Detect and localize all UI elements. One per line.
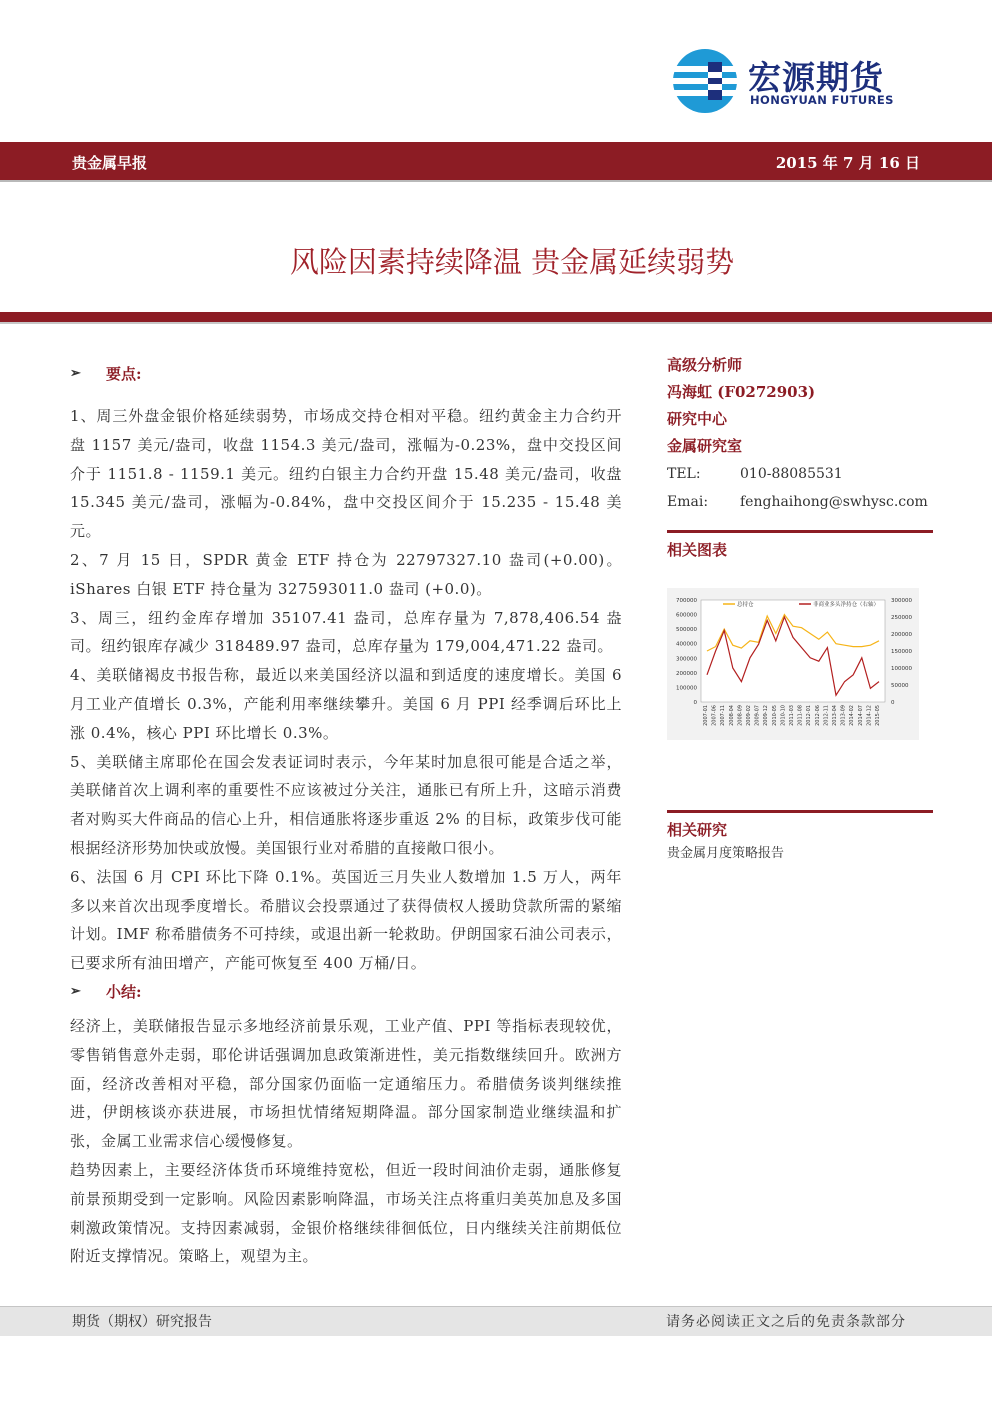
left-tick-label: 0: [693, 700, 697, 706]
x-tick-label: 2012-11: [823, 705, 830, 726]
legend-label: 非商业多头净持仓（右轴）: [813, 602, 880, 608]
key-point-paragraph: 4、美联储褐皮书报告称，最近以来美国经济以温和到适度的速度增长。美国 6 月工业产值增长 0.3%，产能利用率继续攀升。美国 6 月 PPI 经季调后环比上涨 0.4%，核心 PPI 环比增长 0.3%。: [70, 666, 622, 742]
key-point-paragraph: 5、美联储主席耶伦在国会发表证词时表示，今年某时加息很可能是合适之举，美联储首次上调利率的重要性不应该被过分关注，通胀已有所上升，这暗示消费者对购买大件商品的信心上升，相信通胀将逐步重返 2% 的目标，政策步伐可能根据经济形势加快或放慢。美国银行业对希腊的直接敞口很小。: [70, 752, 622, 857]
analyst-email-row: [667, 488, 933, 516]
analyst-role: 高级分析师: [667, 356, 743, 374]
legend-label: 总持仓: [737, 602, 754, 608]
logo-mark-icon: [672, 48, 738, 114]
analyst-info: [667, 352, 933, 560]
x-tick-label: 2015-05: [875, 705, 881, 726]
x-tick-label: 2014-12: [866, 705, 873, 726]
key-point-paragraph: 6、法国 6 月 CPI 环比下降 0.1%。英国近三月失业人数增加 1.5 万人，两年多以来首次出现季度增长。希腊议会投票通过了获得债权人援助贷款所需的紧缩计划。IMF 称希腊债务不可持续，或退出新一轮救助。伊朗国家石油公司表示，已要求所有油田增产，产能可恢复至 400 万桶/日。: [70, 867, 622, 973]
x-tick-label: 2008-09: [737, 705, 744, 726]
right-tick-label: 50000: [891, 683, 909, 689]
report-type: 贵金属早报: [72, 154, 148, 172]
analyst-dept: 研究中心: [667, 410, 728, 428]
x-tick-label: 2009-07: [754, 705, 761, 726]
summary-heading: [70, 978, 622, 1006]
analyst-tel-row: [667, 460, 933, 488]
summary-paragraph: 经济上，美联储报告显示多地经济前景乐观，工业产值、PPI 等指标表现较优，零售销售意外走弱，耶伦讲话强调加息政策渐进性，美元指数继续回升。欧洲方面，经济改善相对平稳，部分国家仍面临一定通缩压力。希腊债务谈判继续推进，伊朗核谈亦获进展，市场担忧情绪短期降温。部分国家制造业继续温和扩张，金属工业需求信心缓慢修复。: [70, 1016, 622, 1151]
x-tick-label: 2013-09: [840, 705, 847, 726]
left-tick-label: 500000: [676, 627, 697, 634]
right-tick-label: 300000: [891, 598, 912, 604]
x-tick-label: 2010-10: [780, 705, 787, 726]
page-title: 风险因素持续降温 贵金属延续弱势: [289, 245, 735, 279]
x-tick-label: 2008-04: [728, 705, 735, 726]
x-tick-label: 2013-04: [832, 705, 838, 726]
arrow-bullet-icon: ➢: [70, 366, 81, 381]
main-content: [70, 360, 622, 1271]
x-tick-label: 2007-11: [720, 705, 727, 726]
x-tick-label: 2009-12: [763, 705, 770, 726]
key-points-heading-text: 要点:: [106, 365, 142, 383]
left-tick-label: 400000: [676, 641, 697, 648]
x-tick-label: 2007-06: [711, 705, 718, 726]
x-tick-label: 2007-01: [703, 705, 709, 726]
key-point-paragraph: 1、周三外盘金银价格延续弱势，市场成交持仓相对平稳。纽约黄金主力合约开盘 1157 美元/盎司，收盘 1154.3 美元/盎司，涨幅为-0.23%，盘中交投区间介于 1151.8 - 1159.1 美元。纽约白银主力合约开盘 15.48 美元/盎司，收盘 15.345 美元/盎司，涨幅为-0.84%，盘中交投区间介于 15.235 - 15.48 美元。: [70, 407, 622, 541]
logo-chinese-name: 宏源期货: [748, 58, 884, 97]
key-point-paragraph: 3、周三，纽约金库存增加 35107.41 盎司，总库存量为 7,878,406.54 盎司。纽约银库存减少 318489.97 盎司，总库存量为 179,004,471.22 盎司。: [70, 608, 622, 656]
company-logo: [672, 44, 922, 116]
report-date: 2015 年 7 月 16 日: [775, 154, 920, 172]
analyst-name: 冯海虹 (F0272903): [667, 383, 816, 401]
footer-left: 期货（期权）研究报告: [72, 1314, 212, 1330]
logo-english-name: HONGYUAN FUTURES: [750, 93, 894, 107]
left-tick-label: 300000: [676, 656, 697, 663]
x-tick-label: 2010-05: [771, 705, 778, 726]
related-chart: [667, 588, 919, 740]
chart-svg: [667, 588, 919, 740]
tel-value: 010-88085531: [740, 466, 843, 482]
title-divider-line: [0, 322, 992, 324]
right-tick-label: 250000: [891, 615, 912, 621]
related-research-heading: 相关研究: [667, 810, 933, 840]
x-tick-label: 2014-07: [857, 705, 864, 726]
x-tick-label: 2011-08: [797, 705, 804, 726]
right-tick-label: 0: [891, 700, 895, 706]
right-tick-label: 200000: [891, 632, 912, 638]
summary-heading-text: 小结:: [106, 982, 142, 1001]
x-tick-label: 2014-02: [849, 705, 856, 726]
email-value[interactable]: fenghaihong@swhysc.com: [740, 494, 928, 510]
x-tick-label: 2012-01: [806, 705, 813, 726]
related-chart-heading: 相关图表: [667, 530, 933, 560]
tel-label: TEL:: [667, 466, 701, 482]
x-tick-label: 2012-06: [814, 705, 821, 726]
key-point-paragraph: 2、7 月 15 日，SPDR 黄金 ETF 持仓为 22797327.10 盎司(+0.00)。iShares 白银 ETF 持仓量为 327593011.0 盎司 (+0.0)。: [70, 550, 622, 598]
related-research-item[interactable]: 贵金属月度策略报告: [667, 846, 785, 861]
left-tick-label: 600000: [676, 612, 697, 619]
arrow-bullet-icon: ➢: [70, 983, 81, 999]
left-tick-label: 700000: [676, 598, 697, 604]
left-tick-label: 200000: [676, 670, 697, 677]
right-tick-label: 150000: [891, 649, 912, 655]
right-tick-label: 100000: [891, 666, 912, 672]
title-divider-band: [0, 312, 992, 322]
key-points-heading: [70, 360, 622, 388]
x-tick-label: 2009-02: [746, 705, 752, 726]
x-tick-label: 2011-03: [789, 705, 795, 726]
summary-paragraph: 趋势因素上，主要经济体货币环境维持宽松，但近一段时间油价走弱，通胀修复前景预期受到一定影响。风险因素影响降温，市场关注点将重归美英加息及多国刺激政策情况。支持因素减弱，金银价格继续徘徊低位，日内继续关注前期低位附近支撑情况。策略上，观望为主。: [70, 1160, 622, 1266]
left-tick-label: 100000: [676, 685, 697, 692]
email-label: Emai:: [667, 494, 709, 510]
footer-disclaimer: 请务必阅读正文之后的免责条款部分: [666, 1314, 906, 1330]
header-divider: [0, 180, 992, 182]
analyst-team: 金属研究室: [667, 437, 743, 455]
